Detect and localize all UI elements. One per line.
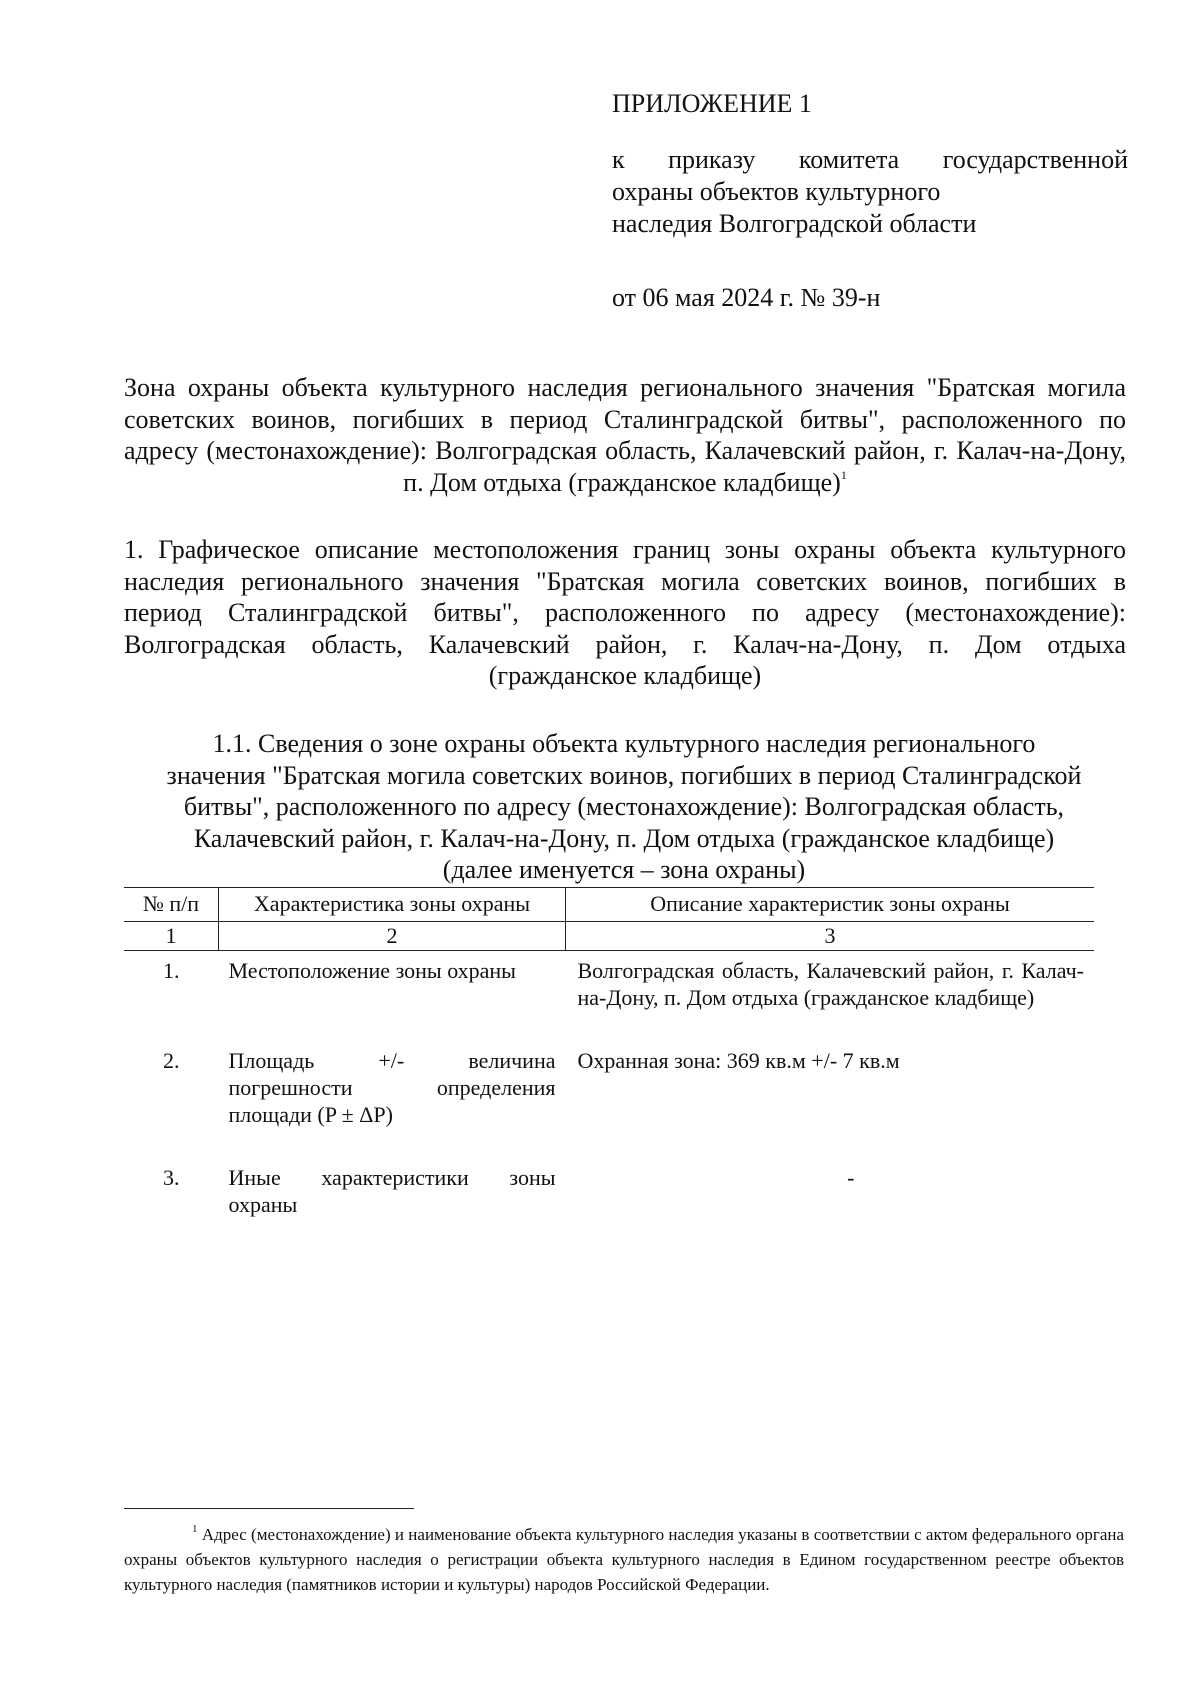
column-number-1: 1 (124, 922, 219, 951)
section-1-1-line: битвы", расположенного по адресу (местонахождение): Волгоградская область, (183, 792, 1065, 821)
table-row (124, 951, 1094, 1042)
row-number: 3. (163, 1165, 180, 1190)
row-description: Охранная зона: 369 кв.м +/- 7 кв.м (577, 1048, 900, 1073)
appendix-line-3: наследия Волгоградской области (612, 209, 977, 238)
table-row (124, 1041, 1094, 1158)
section-1-1-line: Калачевский район, г. Калач-на-Дону, п. Дом отдыха (гражданское кладбище) (193, 823, 1055, 853)
section-1-1-line: значения "Братская могила советских воинов, погибших в период Сталинградской (166, 760, 1082, 790)
table-row (124, 1158, 1094, 1248)
column-number-2: 2 (219, 922, 566, 951)
appendix-block (612, 88, 1128, 314)
appendix-title: ПРИЛОЖЕНИЕ 1 (612, 89, 812, 118)
section-1-1-line: (далее именуется – зона охраны) (442, 855, 806, 884)
row-characteristic: Местоположение зоны охраны (228, 958, 516, 983)
zone-info-table (124, 887, 1094, 1248)
footnote-text: Адрес (местонахождение) и наименование объекта культурного наследия указаны в соответствии с актом федерального органа охраны объектов культурного наследия о регистрации объекта культурного наследия в Едином государственном реестре объектов культурного наследия (памятников истории и культуры) народов Российской Федерации. (124, 1525, 1125, 1594)
section-1-1-title (124, 728, 1124, 886)
row-characteristic: Иные характеристики зоны охраны (228, 1165, 556, 1217)
order-date: от 06 мая 2024 г. № 39-н (612, 283, 881, 312)
row-number: 1. (163, 958, 180, 983)
appendix-line-1: к приказу комитета государственной (612, 145, 1128, 174)
row-characteristic: Площадь +/- величина погрешности определения площади (P ± ΔP) (228, 1048, 556, 1127)
footnote-mark: 1 (192, 1523, 198, 1535)
document-heading (124, 372, 1126, 498)
section-1-title: 1. Графическое описание местоположения границ зоны охраны объекта культурного наследия регионального значения "Братская могила советских воинов, погибших в период Сталинградской битвы", расположенного по адресу (местонахождение): Волгоградская область, Калачевский район, г. Калач-на-Дону, п. Дом отдыха (гражданское кладбище) (124, 535, 1126, 690)
table-header-row (124, 888, 1094, 922)
footnote (124, 1522, 1124, 1597)
header-characteristic: Характеристика зоны охраны (219, 888, 566, 922)
heading-footnote-mark: 1 (840, 467, 847, 482)
row-description (566, 1158, 1095, 1248)
column-number-3: 3 (566, 922, 1095, 951)
empty-value-dash: - (847, 1165, 855, 1190)
footnote-separator (124, 1508, 414, 1509)
row-number: 2. (163, 1048, 180, 1073)
section-1-1-line: 1.1. Сведения о зоне охраны объекта культурного наследия регионального (212, 729, 1036, 758)
heading-text: Зона охраны объекта культурного наследия регионального значения "Братская могила советских воинов, погибших в период Сталинградской битвы", расположенного по адресу (местонахождение): Волгоградская область, Калачевский район, г. Калач-на-Дону, п. Дом отдыха (гражданское кладбище) (124, 373, 1126, 497)
table-column-numbers-row (124, 922, 1094, 951)
row-description: Волгоградская область, Калачевский район, г. Калач-на-Дону, п. Дом отдыха (гражданское кладбище) (577, 958, 1084, 1010)
header-number: № п/п (124, 888, 219, 922)
appendix-line-2: охраны объектов культурного (612, 177, 941, 206)
header-description: Описание характеристик зоны охраны (566, 888, 1095, 922)
